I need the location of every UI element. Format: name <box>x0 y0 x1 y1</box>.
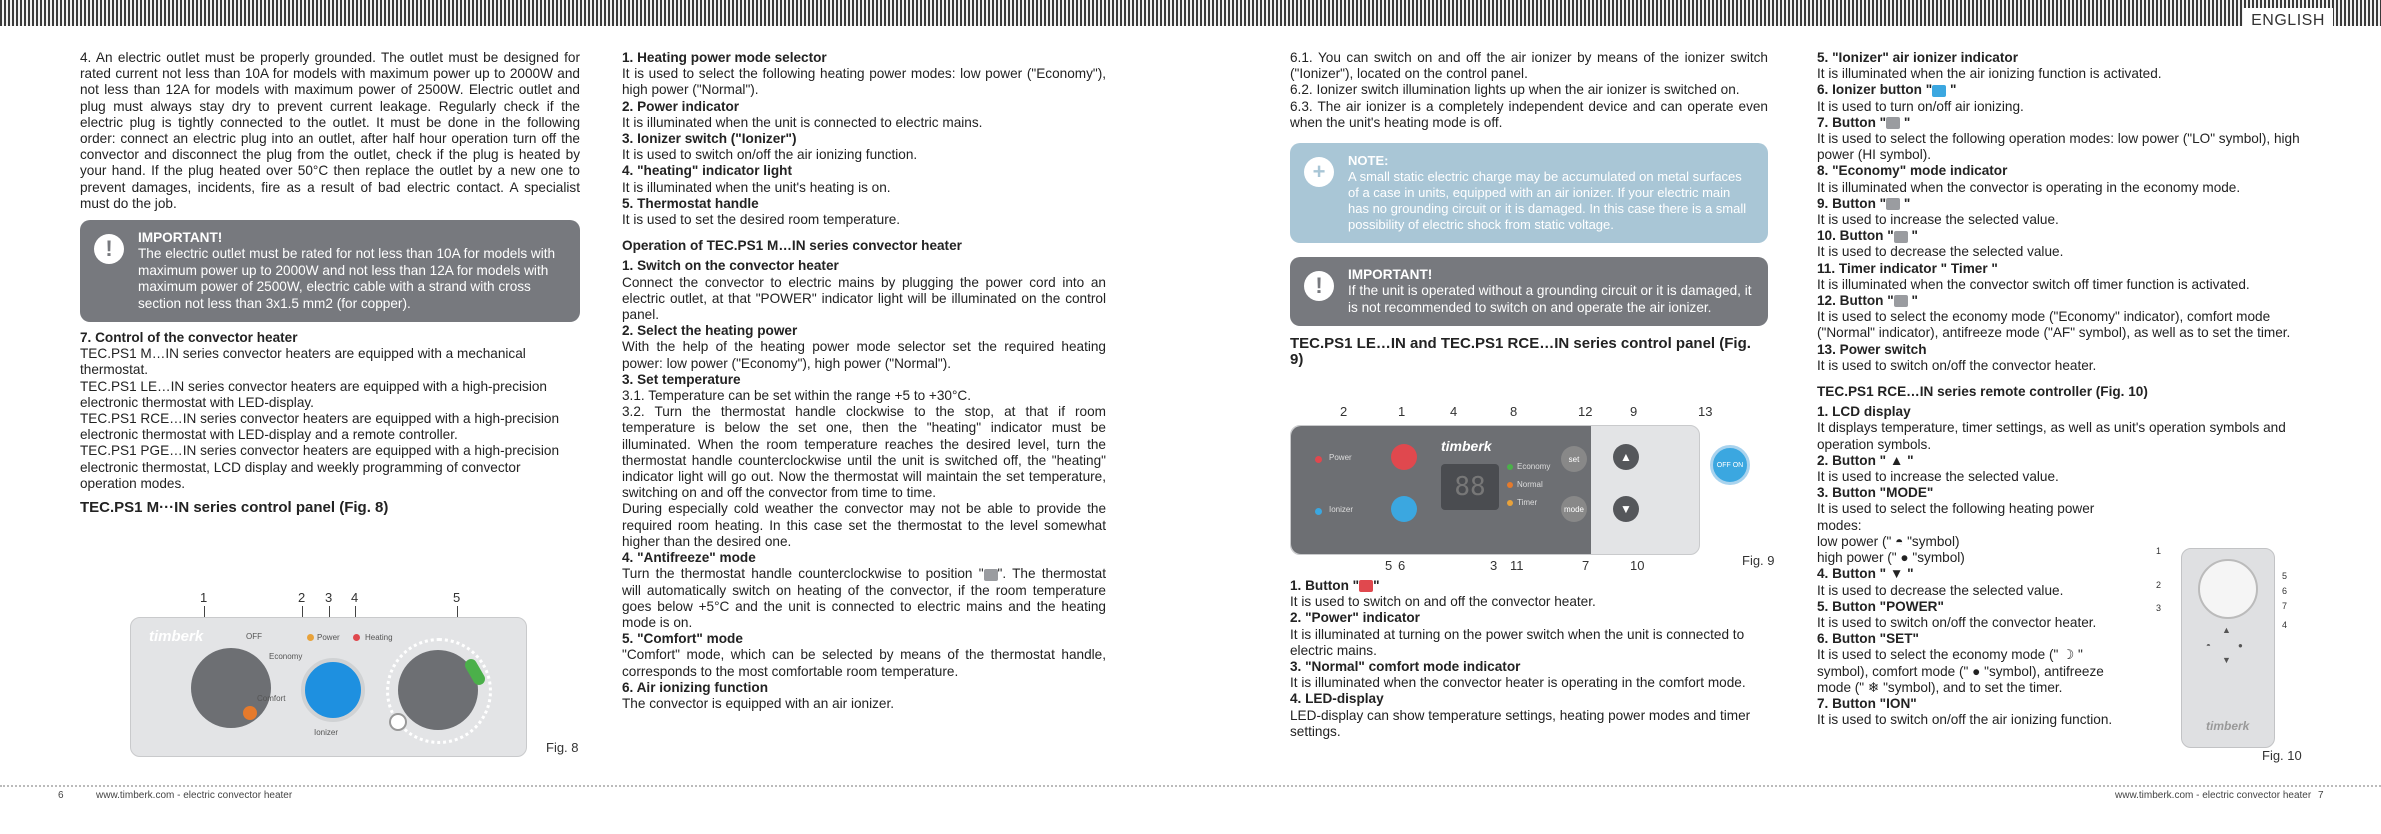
brand-logo: timberk <box>2206 719 2250 733</box>
set-button[interactable]: set <box>1561 446 1587 472</box>
ionizer-button-icon <box>1932 85 1946 97</box>
remote-controller <box>2181 548 2275 748</box>
down-button[interactable]: ▼ <box>2222 655 2231 665</box>
callout-number: 8 <box>1510 404 1518 419</box>
button-heading: 2. "Power" indicator <box>1290 610 1420 626</box>
item-text: It is used to increase the selected value. <box>1817 212 2059 228</box>
label-timer: Timer <box>1517 498 1538 507</box>
step-text: "Comfort" mode, which can be selected by means of the thermostat handle, corresponds to the most comfortable room temperature. <box>622 647 1106 679</box>
important-title: IMPORTANT! <box>1348 267 1433 283</box>
callout-number: 4 <box>351 590 359 605</box>
label-ionizer: Ionizer <box>314 728 339 737</box>
section-title: 7. Control of the convector heater <box>80 330 298 346</box>
mode-button[interactable]: ◓ <box>2206 641 2211 650</box>
item-text: It is used to select the economy mode ("Economy" indicator), comfort mode ("Normal" indicator), antifreeze mode ("AF" symbol), as well as to set the timer. <box>1817 309 2291 341</box>
antifreeze-icon <box>984 569 998 581</box>
step-heading: 3. Set temperature <box>622 371 741 387</box>
label-normal: Normal <box>1517 480 1543 489</box>
operation-title: Operation of TEC.PS1 M…IN series convector heater <box>622 238 962 254</box>
footer-site-left: www.timberk.com - electric convector heater <box>96 790 293 801</box>
callout-number: 2 <box>2156 580 2162 590</box>
mode-selector-knob <box>191 648 271 728</box>
footer-divider <box>0 785 2381 787</box>
label-economy: Economy <box>1517 462 1551 471</box>
normal-indicator-icon <box>1507 482 1513 488</box>
remote-heading: 4. Button " ▼ " <box>1817 566 1914 582</box>
increase-button[interactable]: ▲ <box>1613 444 1639 470</box>
callout-number: 7 <box>2282 601 2288 611</box>
button-heading: 4. LED-display <box>1290 691 1384 707</box>
brand-logo: timberk <box>1441 438 1492 454</box>
item-heading: 10. Button " " <box>1817 228 1918 244</box>
label-power: Power <box>317 633 340 642</box>
label-comfort: Comfort <box>257 694 286 703</box>
callout-number: 4 <box>2282 620 2288 630</box>
step-text: 3.2. Turn the thermostat handle clockwise to the stop, at that if room temperature is below the set one, then the "heating" indicator must be illuminated. When the room temperature reaches the desired level, turn the thermostat handle counterclockwise until the unit is switched off, the "heating" indicator light will go out. Now the thermostat will maintain the set temperature, switching on and off the convector from time to time. <box>622 404 1106 501</box>
remote-text: low power (" ◓ "symbol) <box>1817 533 1960 549</box>
item-heading: 7. Button " " <box>1817 114 1911 130</box>
note-title: NOTE: <box>1348 153 1389 169</box>
column-3-lower <box>1290 578 1768 740</box>
note-box <box>1290 143 1768 243</box>
step-text: During especially cold weather the convector may not be able to provide the required room heating. In this case set the thermostat to the level somewhat higher than the desired one. <box>622 501 1106 549</box>
step-text: Turn the thermostat handle counterclockwise to position " ". The thermostat will automatically switch on heating of the convector, if the room temperature goes below +5°C and the unit is connected to electric mains and the heating mode is on. <box>622 566 1106 630</box>
item-text: It is used to select the following heating power modes: low power ("Economy"), high power ("Normal"). <box>622 66 1106 98</box>
decrease-button[interactable]: ▼ <box>1613 496 1639 522</box>
ionizer-button[interactable] <box>301 658 365 722</box>
led-display: 88 <box>1441 464 1499 510</box>
item-heading: 11. Timer indicator " Timer " <box>1817 260 1998 276</box>
set-button-icon <box>1894 295 1908 307</box>
series-pge-text: TEC.PS1 PGE…IN series convector heaters are equipped with a high-precision electronic thermostat, LCD display and weekly programming of convector operation modes. <box>80 443 560 491</box>
important-text: If the unit is operated without a grounding circuit or it is damaged, it is not recommended to switch on and operate the air ionizer. <box>1348 283 1752 315</box>
item-heading: 12. Button " " <box>1817 293 1918 309</box>
callout-number: 5 <box>1385 558 1393 573</box>
remote-text: It is used to select the economy mode (" ☽ " symbol), comfort mode (" ● "symbol), antifreeze mode (" ❄ "symbol), and to set the timer. <box>1817 647 2104 695</box>
button-heading: 1. Button " " <box>1290 578 1380 593</box>
remote-heading: 7. Button "ION" <box>1817 695 1917 711</box>
mode-button[interactable]: mode <box>1561 496 1587 522</box>
step-heading: 4. "Antifreeze" mode <box>622 550 756 566</box>
mode-button-icon <box>1886 117 1900 129</box>
callout-number: 1 <box>2156 546 2162 556</box>
callout-number: 1 <box>200 590 208 605</box>
power-switch[interactable]: OFF ON <box>1710 445 1750 485</box>
language-tab: ENGLISH <box>2243 8 2333 34</box>
step-heading: 1. Switch on the convector heater <box>622 258 839 274</box>
important-text: The electric outlet must be rated for not less than 10A for models with maximum power up to 2000W and not less than 12A for models with maximum power of 2500W, electric cable with a strand with cross section not less than 3x1.5 mm2 (for copper). <box>138 246 556 311</box>
item-text: It is used to switch on/off the convector heater. <box>1817 357 2097 373</box>
up-button[interactable]: ▲ <box>2222 625 2231 635</box>
callout-number: 4 <box>1450 404 1458 419</box>
item-heading: 9. Button " " <box>1817 195 1911 211</box>
plus-icon: + <box>1304 157 1334 187</box>
economy-indicator-icon <box>1507 464 1513 470</box>
label-power: Power <box>1329 453 1352 462</box>
timer-indicator-icon <box>1507 500 1513 506</box>
callout-number: 6 <box>1398 558 1406 573</box>
fig8-label: Fig. 8 <box>546 740 579 755</box>
fig9-control-panel <box>1290 425 1700 555</box>
fig9-title: TEC.PS1 LE…IN and TEC.PS1 RCE…IN series control panel (Fig. 9) <box>1290 335 1751 369</box>
step-text: Connect the convector to electric mains by plugging the power cord into an electric outlet, at that "POWER" indicator light will be illuminated on the control panel. <box>622 274 1106 323</box>
item-text: It is used to decrease the selected value. <box>1817 244 2064 260</box>
antifreeze-icon <box>389 713 407 731</box>
series-m-text: TEC.PS1 M…IN series convector heaters are equipped with a mechanical thermostat. <box>80 346 526 378</box>
callout-number: 7 <box>1582 558 1590 573</box>
up-button-icon <box>1886 198 1900 210</box>
antifreeze-dot <box>243 706 257 720</box>
callout-number: 12 <box>1578 404 1593 419</box>
item-text: It is illuminated when the unit is connected to electric mains. <box>622 114 983 130</box>
series-rce-text: TEC.PS1 RCE…IN series convector heaters are equipped with a high-precision electronic thermostat with LED-display and a remote controller. <box>80 411 560 443</box>
top-stripe-bar <box>0 0 2381 26</box>
power-indicator-icon <box>1315 456 1322 463</box>
power-indicator-icon <box>307 634 314 641</box>
item-heading: 3. Ionizer switch ("Ionizer") <box>622 131 797 147</box>
callout-number: 10 <box>1630 558 1645 573</box>
outlet-paragraph: 4. An electric outlet must be properly grounded. The outlet must be designed for rated current not less than 10A for models with maximum power up to 2000W and not less than 12A for models with maximum power of 2500W. Electric outlet and plug must always stay dry to prevent current leakage. Regularly check if the electric plug is tightly connected to the outlet. It must be done in the following order: connect an electric plug into an outlet, after half hour operation turn off the convector and disconnect the plug from the outlet, check if the plug is heated by your hand. If the plug heated over 50°C then replace the outlet by a new one to prevent damages, incidents, fire as a result of bad electric contact. A specialist must do the job. <box>80 50 580 211</box>
callout-number: 5 <box>2282 571 2288 581</box>
set-button[interactable]: ● <box>2238 641 2243 650</box>
step-heading: 5. "Comfort" mode <box>622 631 743 647</box>
remote-heading: 2. Button " ▲ " <box>1817 452 1914 468</box>
item-text: It is illuminated when the air ionizing function is activated. <box>1817 66 2162 82</box>
callout-number: 2 <box>298 590 306 605</box>
step-text: 3.1. Temperature can be set within the range +5 to +30°C. <box>622 388 972 404</box>
remote-heading: 5. Button "POWER" <box>1817 598 1944 614</box>
column-1 <box>80 50 580 520</box>
fig8-title: TEC.PS1 M···IN series control panel (Fig. 8) <box>80 499 389 517</box>
callout-number: 13 <box>1698 404 1713 419</box>
label-ionizer: Ionizer <box>1329 505 1354 514</box>
page-number-left: 6 <box>58 790 64 801</box>
label-heating: Heating <box>365 633 393 642</box>
page-number-right: 7 <box>2318 790 2324 801</box>
remote-text: high power (" ● "symbol) <box>1817 550 1965 566</box>
remote-text: It displays temperature, timer settings, as well as unit's operation symbols and operation symbols. <box>1817 420 2286 452</box>
item-heading: 5. Thermostat handle <box>622 195 759 211</box>
important-title: IMPORTANT! <box>138 230 223 246</box>
button-heading: 3. "Normal" comfort mode indicator <box>1290 659 1521 675</box>
note-text: A small static electric charge may be accumulated on metal surfaces of a case in units, equipped with an air ionizer. If your electric main has no grounding circuit or it is damaged. In this case there is a small possibility of electric shock from static voltage. <box>1348 169 1747 233</box>
callout-number: 5 <box>453 590 461 605</box>
item-text: It is used to select the following operation modes: low power ("LO" symbol), high power (HI symbol). <box>1817 131 2300 163</box>
step-text: With the help of the heating power mode selector set the required heating power: low power ("Economy"), high power ("Normal"). <box>622 339 1106 371</box>
item-text: It is used to set the desired room temperature. <box>622 212 901 228</box>
brand-logo: timberk <box>149 628 204 645</box>
remote-text: It is used to switch on/off the convector heater. <box>1817 614 2097 630</box>
step-text: The convector is equipped with an air ionizer. <box>622 695 895 711</box>
callout-number: 3 <box>1490 558 1498 573</box>
column-2 <box>622 50 1106 712</box>
item-text: It is illuminated when the convector is operating in the economy mode. <box>1817 179 2241 195</box>
column-3 <box>1290 50 1768 373</box>
step-heading: 6. Air ionizing function <box>622 679 768 695</box>
item-heading: 13. Power switch <box>1817 341 1927 357</box>
callout-number: 6 <box>2282 586 2288 596</box>
heating-indicator-icon <box>353 634 360 641</box>
remote-heading: 1. LCD display <box>1817 404 1911 420</box>
remote-text: It is used to increase the selected value. <box>1817 469 2059 485</box>
remote-text: It is used to decrease the selected value. <box>1817 582 2064 598</box>
button-text: It is illuminated at turning on the power switch when the unit is connected to electric mains. <box>1290 626 1745 658</box>
remote-heading: 6. Button "SET" <box>1817 631 1919 647</box>
series-le-text: TEC.PS1 LE…IN series convector heaters are equipped with a high-precision electronic thermostat with LED-display. <box>80 378 547 410</box>
fig9-label: Fig. 9 <box>1742 553 1775 568</box>
item-text: It is used to turn on/off air ionizing. <box>1817 98 2024 114</box>
power-button[interactable] <box>1391 444 1417 470</box>
callout-number: 1 <box>1398 404 1406 419</box>
item-heading: 1. Heating power mode selector <box>622 50 827 65</box>
label-economy: Economy <box>269 652 303 661</box>
remote-text: It is used to select the following heating power modes: <box>1817 501 2095 533</box>
item-text: It is used to switch on/off the air ionizing function. <box>622 147 918 163</box>
callout-number: 11 <box>1510 558 1524 573</box>
remote-text: It is used to switch on/off the air ionizing function. <box>1817 712 2113 728</box>
button-text: It is illuminated when the convector heater is operating in the comfort mode. <box>1290 675 1746 691</box>
fig10-label: Fig. 10 <box>2262 748 2302 763</box>
item-heading: 8. "Economy" mode indicator <box>1817 163 2008 179</box>
ionizer-text: 6.1. You can switch on and off the air ionizer by means of the ionizer switch ("Ionizer"), located on the control panel. <box>1290 50 1768 82</box>
callout-number: 2 <box>1340 404 1348 419</box>
ionizer-text: 6.3. The air ionizer is a completely independent device and can operate even when the unit's heating mode is off. <box>1290 98 1768 130</box>
item-heading: 4. "heating" indicator light <box>622 163 792 179</box>
ionizer-text: 6.2. Ionizer switch illumination lights up when the air ionizer is switched on. <box>1290 82 1740 98</box>
exclamation-icon: ! <box>94 234 124 264</box>
item-heading: 6. Ionizer button " " <box>1817 82 1957 98</box>
item-heading: 5. "Ionizer" air ionizer indicator <box>1817 50 2018 65</box>
step-heading: 2. Select the heating power <box>622 323 798 339</box>
ionizer-indicator-icon <box>1315 508 1322 515</box>
item-text: It is illuminated when the unit's heating is on. <box>622 179 891 195</box>
label-off: OFF <box>246 632 262 641</box>
item-text: It is illuminated when the convector switch off timer function is activated. <box>1817 276 2250 292</box>
callout-number: 3 <box>2156 603 2162 613</box>
callout-number: 3 <box>325 590 333 605</box>
lcd-display <box>2198 559 2258 619</box>
important-box <box>80 220 580 322</box>
power-button-icon <box>1359 580 1373 592</box>
button-text: It is used to switch on and off the convector heater. <box>1290 594 1596 610</box>
button-text: LED-display can show temperature settings, heating power modes and timer settings. <box>1290 707 1751 739</box>
down-button-icon <box>1894 231 1908 243</box>
callout-number: 9 <box>1630 404 1638 419</box>
fig8-control-panel <box>130 617 527 757</box>
footer-site-right: www.timberk.com - electric convector heater <box>2115 790 2312 801</box>
ionizer-button[interactable] <box>1391 496 1417 522</box>
important-box <box>1290 257 1768 326</box>
remote-heading: 3. Button "MODE" <box>1817 485 1934 501</box>
item-heading: 2. Power indicator <box>622 98 740 114</box>
remote-title: TEC.PS1 RCE…IN series remote controller (Fig. 10) <box>1817 384 2148 400</box>
exclamation-icon: ! <box>1304 271 1334 301</box>
